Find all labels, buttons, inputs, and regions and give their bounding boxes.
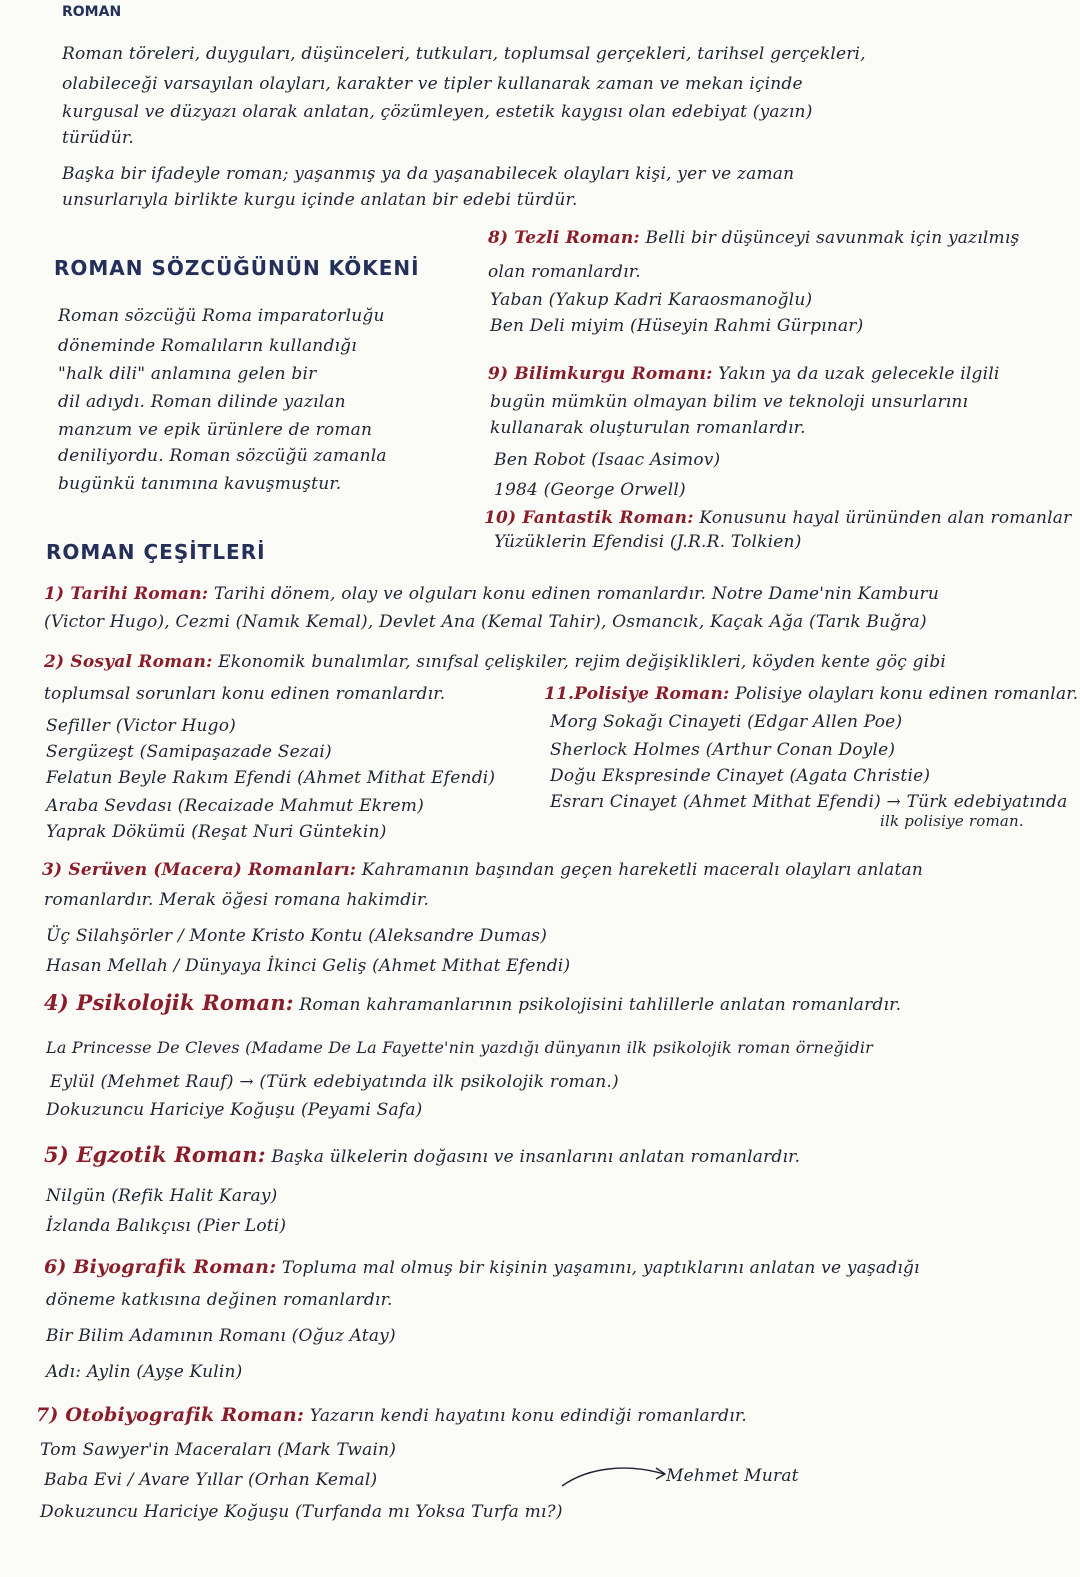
otobiyografik-example-2: Baba Evi / Avare Yıllar (Orhan Kemal) <box>44 1470 378 1490</box>
tezli-line-2: olan romanlardır. <box>488 262 641 282</box>
sosyal-example-2: Sergüzeşt (Samipaşazade Sezai) <box>46 742 332 762</box>
biyografik-label: 6) Biyografik Roman: <box>44 1256 277 1278</box>
sosyal-example-5: Yaprak Dökümü (Reşat Nuri Güntekin) <box>46 822 387 842</box>
origin-line-2: döneminde Romalıların kullandığı <box>58 336 357 356</box>
seruven-def: Kahramanın başından geçen hareketli maceralı olayları anlatan <box>361 860 924 880</box>
origin-heading: ROMAN SÖZCÜĞÜNÜN KÖKENİ <box>54 256 420 280</box>
tezli-def: Belli bir düşünceyi savunmak için yazılmış <box>645 228 1020 248</box>
bilimkurgu-line-3: kullanarak oluşturulan romanlardır. <box>490 418 806 438</box>
psikolojik-label: 4) Psikolojik Roman: <box>44 990 294 1015</box>
biyografik-def: Topluma mal olmuş bir kişinin yaşamını, yaptıklarını anlatan ve yaşadığı <box>281 1258 920 1278</box>
polisiye-example-3: Doğu Ekspresinde Cinayet (Agata Christie) <box>550 766 931 786</box>
polisiye-note-2: ilk polisiye roman. <box>880 812 1024 830</box>
otobiyografik-label: 7) Otobiyografik Roman: <box>36 1404 305 1426</box>
polisiye-example-4 <box>550 792 1067 812</box>
psikolojik-def: Roman kahramanlarının psikolojisini tahlillerle anlatan romanlardır. <box>299 995 902 1015</box>
psikolojik-example-2 <box>50 1072 619 1092</box>
psikolojik-example-3: Dokuzuncu Hariciye Koğuşu (Peyami Safa) <box>46 1100 423 1120</box>
polisiye-line-1 <box>544 684 1078 704</box>
egzotik-line-1 <box>44 1142 800 1167</box>
seruven-line-2: romanlardır. Merak öğesi romana hakimdir. <box>44 890 430 910</box>
bilimkurgu-example-2: 1984 (George Orwell) <box>494 480 686 500</box>
psikolojik-example-2-text: Eylül (Mehmet Rauf) <box>50 1072 234 1092</box>
biyografik-line-1 <box>44 1256 920 1278</box>
polisiye-example-4-text: Esrarı Cinayet (Ahmet Mithat Efendi) <box>550 792 881 812</box>
right-arrow-icon: → <box>239 1072 254 1092</box>
seruven-example-1: Üç Silahşörler / Monte Kristo Kontu (Aleksandre Dumas) <box>46 926 548 946</box>
intro-line-3: kurgusal ve düzyazı olarak anlatan, çözümleyen, estetik kaygısı olan edebiyat (yazın) <box>62 102 813 122</box>
sosyal-line-1 <box>44 652 946 672</box>
psikolojik-example-1: La Princesse De Cleves (Madame De La Fayette'nin yazdığı dünyanın ilk psikolojik roman örneğidir <box>46 1038 873 1057</box>
origin-line-1: Roman sözcüğü Roma imparatorluğu <box>58 306 385 326</box>
origin-line-7: bugünkü tanımına kavuşmuştur. <box>58 474 342 494</box>
page-title: ROMAN <box>62 4 122 20</box>
tezli-line-1 <box>488 228 1019 248</box>
tezli-label: 8) Tezli Roman: <box>488 228 640 248</box>
otobiyografik-arrow-target: Mehmet Murat <box>666 1466 799 1486</box>
origin-line-3: "halk dili" anlamına gelen bir <box>58 364 317 384</box>
intro-line-2: olabileceği varsayılan olayları, karakter ve tipler kullanarak zaman ve mekan içinde <box>62 74 803 94</box>
psikolojik-line-1 <box>44 990 901 1015</box>
tarihi-line-1 <box>44 584 939 604</box>
fantastik-def: Konusunu hayal ürününden alan romanlar <box>699 508 1072 528</box>
bilimkurgu-label: 9) Bilimkurgu Romanı: <box>488 364 713 384</box>
otobiyografik-example-1: Tom Sawyer'in Maceraları (Mark Twain) <box>40 1440 397 1460</box>
fantastik-example-1: Yüzüklerin Efendisi (J.R.R. Tolkien) <box>494 532 802 552</box>
bilimkurgu-example-1: Ben Robot (Isaac Asimov) <box>494 450 721 470</box>
sosyal-label: 2) Sosyal Roman: <box>44 652 213 672</box>
otobiyografik-line-1 <box>36 1404 747 1426</box>
tarihi-label: 1) Tarihi Roman: <box>44 584 209 604</box>
egzotik-example-2: İzlanda Balıkçısı (Pier Loti) <box>46 1216 287 1236</box>
sosyal-def: Ekonomik bunalımlar, sınıfsal çelişkiler, rejim değişiklikleri, köyden kente göç gibi <box>218 652 947 672</box>
tezli-example-2: Ben Deli miyim (Hüseyin Rahmi Gürpınar) <box>490 316 864 336</box>
biyografik-line-2: döneme katkısına değinen romanlardır. <box>46 1290 393 1310</box>
bilimkurgu-def: Yakın ya da uzak gelecekle ilgili <box>718 364 1000 384</box>
psikolojik-example-2-note: (Türk edebiyatında ilk psikolojik roman.) <box>259 1072 619 1092</box>
egzotik-label: 5) Egzotik Roman: <box>44 1142 266 1167</box>
polisiye-def: Polisiye olayları konu edinen romanlar. <box>735 684 1079 704</box>
otobiyografik-def: Yazarın kendi hayatını konu edindiği romanlardır. <box>309 1406 747 1426</box>
intro-line-5: Başka bir ifadeyle roman; yaşanmış ya da yaşanabilecek olayları kişi, yer ve zaman <box>62 164 795 184</box>
sosyal-example-4: Araba Sevdası (Recaizade Mahmut Ekrem) <box>46 796 424 816</box>
polisiye-note-1: Türk edebiyatında <box>906 792 1068 812</box>
egzotik-example-1: Nilgün (Refik Halit Karay) <box>46 1186 278 1206</box>
otobiyografik-example-3: Dokuzuncu Hariciye Koğuşu (Turfanda mı Yoksa Turfa mı?) <box>40 1502 563 1522</box>
seruven-line-1 <box>42 860 923 880</box>
origin-line-5: manzum ve epik ürünlere de roman <box>58 420 373 440</box>
bilimkurgu-line-1 <box>488 364 1000 384</box>
sosyal-line-2: toplumsal sorunları konu edinen romanlardır. <box>44 684 446 704</box>
right-arrow-icon: → <box>886 792 901 812</box>
biyografik-example-1: Bir Bilim Adamının Romanı (Oğuz Atay) <box>46 1326 396 1346</box>
tarihi-def: Tarihi dönem, olay ve olguları konu edinen romanlardır. Notre Dame'nin Kamburu <box>213 584 939 604</box>
tezli-example-1: Yaban (Yakup Kadri Karaosmanoğlu) <box>490 290 813 310</box>
biyografik-example-2: Adı: Aylin (Ayşe Kulin) <box>46 1362 243 1382</box>
sosyal-example-1: Sefiller (Victor Hugo) <box>46 716 236 736</box>
polisiye-example-1: Morg Sokağı Cinayeti (Edgar Allen Poe) <box>550 712 903 732</box>
fantastik-line-1 <box>484 508 1071 528</box>
intro-line-1: Roman töreleri, duyguları, düşünceleri, tutkuları, toplumsal gerçekleri, tarihsel gerçekleri, <box>62 44 866 64</box>
bilimkurgu-line-2: bugün mümkün olmayan bilim ve teknoloji unsurlarını <box>490 392 969 412</box>
polisiye-example-2: Sherlock Holmes (Arthur Conan Doyle) <box>550 740 896 760</box>
seruven-example-2: Hasan Mellah / Dünyaya İkinci Geliş (Ahmet Mithat Efendi) <box>46 956 571 976</box>
polisiye-label: 11.Polisiye Roman: <box>544 684 730 704</box>
egzotik-def: Başka ülkelerin doğasını ve insanlarını anlatan romanlardır. <box>271 1147 801 1167</box>
seruven-label: 3) Serüven (Macera) Romanları: <box>42 860 357 880</box>
fantastik-label: 10) Fantastik Roman: <box>484 508 694 528</box>
intro-line-4: türüdür. <box>62 128 134 148</box>
origin-line-4: dil adıydı. Roman dilinde yazılan <box>58 392 346 412</box>
origin-line-6: deniliyordu. Roman sözcüğü zamanla <box>58 446 387 466</box>
sosyal-example-3: Felatun Beyle Rakım Efendi (Ahmet Mithat Efendi) <box>46 768 496 788</box>
intro-line-6: unsurlarıyla birlikte kurgu içinde anlatan bir edebi türdür. <box>62 190 578 210</box>
tarihi-line-2: (Victor Hugo), Cezmi (Namık Kemal), Devlet Ana (Kemal Tahir), Osmancık, Kaçak Ağa (Tarık Buğra) <box>44 612 927 632</box>
types-heading: ROMAN ÇEŞİTLERİ <box>46 540 266 564</box>
curved-arrow-icon <box>560 1462 670 1492</box>
